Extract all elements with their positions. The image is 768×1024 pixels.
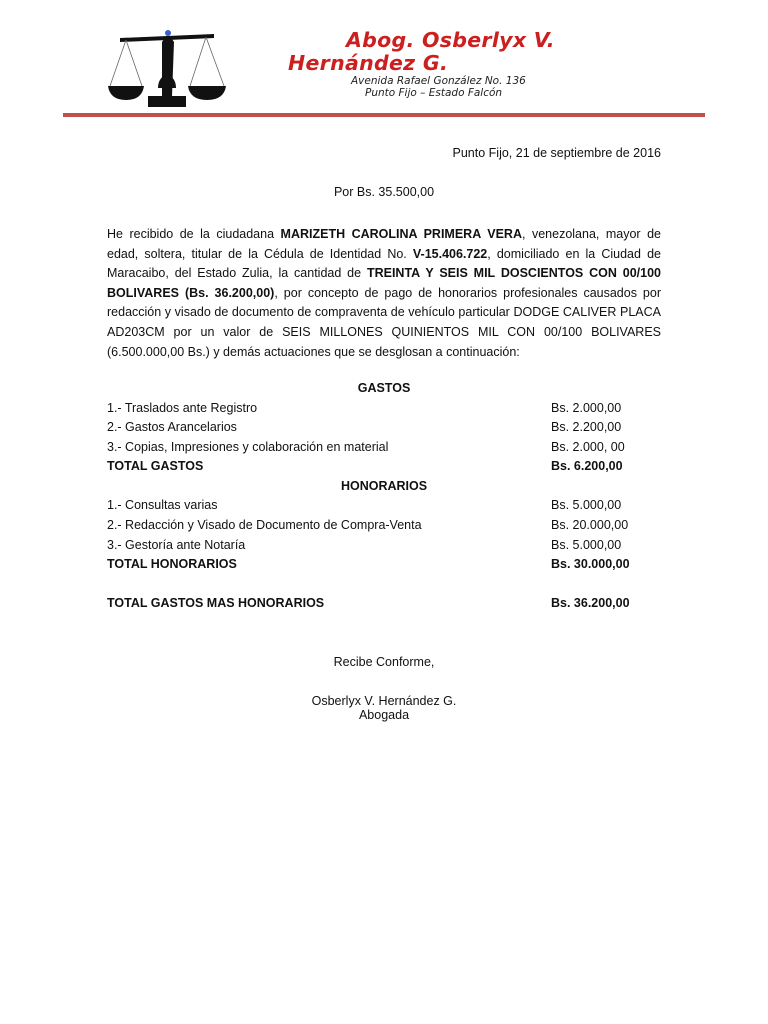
gastos-item-label: 1.- Traslados ante Registro (107, 401, 258, 415)
gastos-item-value: Bs. 2.000, 00 (551, 440, 625, 454)
closing-line: Recibe Conforme, (333, 655, 435, 669)
honorarios-total-value: Bs. 30.000,00 (551, 557, 630, 571)
receipt-amount: Por Bs. 35.500,00 (333, 185, 435, 199)
gastos-total-label: TOTAL GASTOS (107, 459, 204, 473)
honorarios-row (107, 538, 661, 558)
grand-total-value: Bs. 36.200,00 (551, 596, 630, 610)
address-line1: Avenida Rafael González No. 136 (351, 75, 526, 87)
honorarios-item-label: 2.- Redacción y Visado de Documento de Compra-Venta (107, 518, 422, 532)
header-divider (63, 113, 705, 117)
address-line2: Punto Fijo – Estado Falcón (365, 87, 503, 99)
honorarios-item-label: 3.- Gestoría ante Notaría (107, 538, 246, 552)
honorarios-row (107, 518, 661, 538)
signature-name: Osberlyx V. Hernández G. (311, 694, 457, 708)
grand-total-row (107, 596, 661, 616)
gastos-item-label: 2.- Gastos Arancelarios (107, 420, 237, 434)
gastos-item-value: Bs. 2.200,00 (551, 420, 622, 434)
honorarios-title: HONORARIOS (340, 479, 428, 493)
honorarios-item-value: Bs. 5.000,00 (551, 498, 622, 512)
honorarios-item-value: Bs. 5.000,00 (551, 538, 622, 552)
honorarios-item-value: Bs. 20.000,00 (551, 518, 629, 532)
honorarios-row (107, 498, 661, 518)
gastos-row (107, 401, 661, 421)
gastos-item-value: Bs. 2.000,00 (551, 401, 622, 415)
grand-total-label: TOTAL GASTOS MAS HONORARIOS (107, 596, 325, 610)
scales-of-justice-icon (106, 26, 228, 112)
honorarios-total-label: TOTAL HONORARIOS (107, 557, 237, 571)
receipt-paragraph: He recibido de la ciudadana MARIZETH CAROLINA PRIMERA VERA, venezolana, mayor de edad, soltera, titular de la Cédula de Identidad No. V-15.406.722, domiciliado en la Ciudad de Maracaibo, del Estado Zulia, la cantidad de TREINTA Y SEIS MIL DOSCIENTOS CON 00/100 BOLIVARES (Bs. 36.200,00), por concepto de pago de honorarios profesionales causados por redacción y visado de documento de compraventa de vehículo particular DODGE CALIVER PLACA AD203CM por un valor de SEIS MILLONES QUINIENTOS MIL CON 00/100 BOLIVARES (6.500.000,00 Bs.) y demás actuaciones que se desglosan a continuación: (107, 227, 661, 359)
signature-title: Abogada (358, 708, 410, 722)
honorarios-total-row (107, 557, 661, 577)
gastos-title: GASTOS (357, 381, 411, 395)
gastos-row (107, 420, 661, 440)
lawyer-name-line1: Abog. Osberlyx V. (346, 28, 555, 52)
honorarios-item-label: 1.- Consultas varias (107, 498, 218, 512)
gastos-row (107, 440, 661, 460)
document-date: Punto Fijo, 21 de septiembre de 2016 (452, 146, 661, 160)
gastos-item-label: 3.- Copias, Impresiones y colaboración en material (107, 440, 389, 454)
gastos-total-value: Bs. 6.200,00 (551, 459, 623, 473)
gastos-total-row (107, 459, 661, 479)
lawyer-name-line2: Hernández G. (288, 51, 449, 75)
